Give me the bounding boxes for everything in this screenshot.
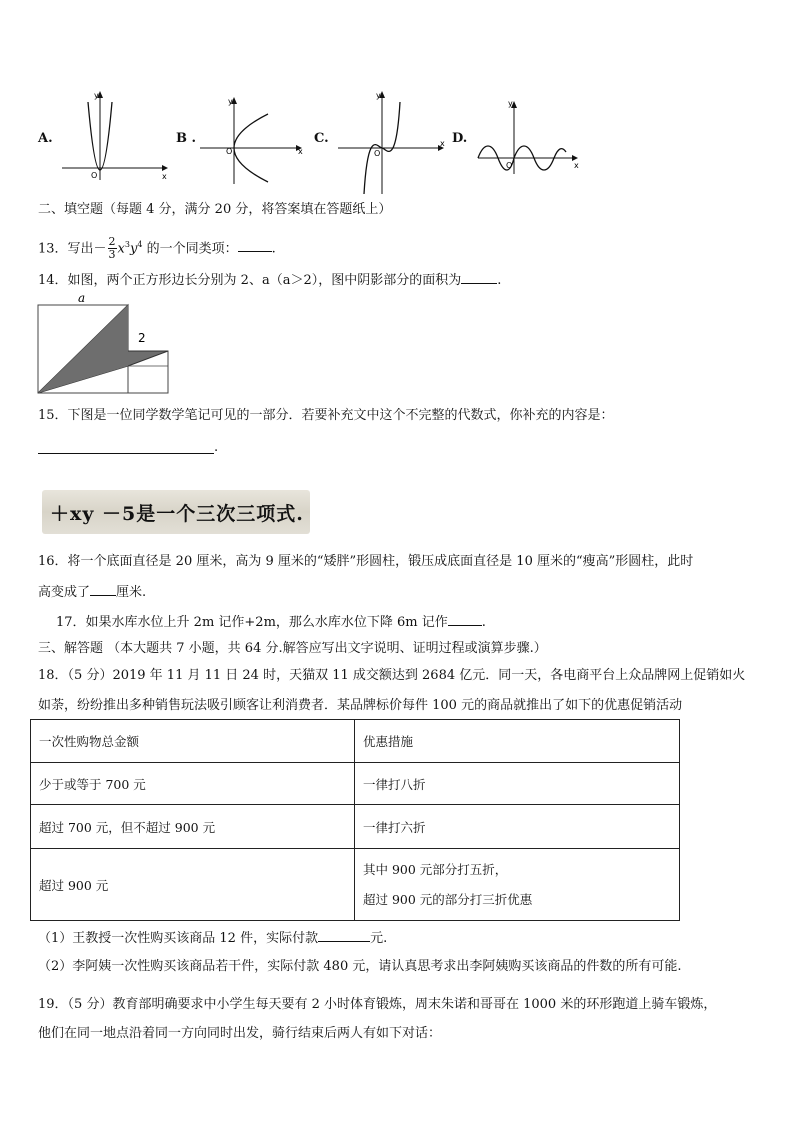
graph-b-x-label: x <box>298 147 303 156</box>
graph-c-cubic <box>334 86 450 196</box>
graph-d-x-label: x <box>574 161 579 170</box>
question-16-line1: 16．将一个底面直径是 20 厘米，高为 9 厘米的“矮胖”形圆柱，锻压成底面直径是 10 厘米的“瘦高”形圆柱，此时 <box>38 554 694 569</box>
q14-squares-figure <box>36 290 176 398</box>
q15-answer-blank[interactable] <box>38 453 214 454</box>
question-18-sub1: （1）王教授一次性购买该商品 12 件，实际付款 元. <box>38 931 388 946</box>
graph-d-origin: O <box>506 161 513 170</box>
table-header-amount: 一次性购物总金额 <box>31 720 355 763</box>
option-c-label: C. <box>314 131 329 146</box>
q14-label-2: 2 <box>138 331 146 345</box>
option-a-label: A. <box>38 131 53 146</box>
graph-c-origin: O <box>374 149 381 158</box>
q15-notebook-text: ＋xy －5是一个三次三项式. <box>50 503 304 525</box>
table-row <box>31 763 680 805</box>
q14-label-a: a <box>78 291 86 305</box>
table-cell: 一律打八折 <box>355 763 680 805</box>
question-17: 17．如果水库水位上升 2m 记作+2m，那么水库水位下降 6m 记作 . <box>56 615 486 630</box>
graph-c-x-label: x <box>440 139 445 148</box>
q13-suffix: 的一个同类项： <box>146 241 238 257</box>
graph-b-origin: O <box>226 147 233 156</box>
question-19-line2: 他们在同一地点沿着同一方向同时出发，骑行结束后两人有如下对话： <box>38 1026 442 1041</box>
graph-a-origin: O <box>91 171 98 180</box>
graph-b-y-label: y <box>228 97 233 106</box>
table-row <box>31 849 680 921</box>
graph-a-parabola <box>58 88 170 184</box>
q16-answer-blank[interactable] <box>90 583 116 596</box>
graph-d-y-label: y <box>508 99 513 108</box>
option-b-label: B . <box>176 131 197 146</box>
q15-notebook-snippet <box>42 490 310 534</box>
option-d-label: D. <box>452 131 468 146</box>
table-cell: 超过 700 元，但不超过 900 元 <box>31 805 355 849</box>
promo-table <box>30 719 680 921</box>
q17-answer-blank[interactable] <box>448 613 482 626</box>
table-cell: 少于或等于 700 元 <box>31 763 355 805</box>
table-row <box>31 720 680 763</box>
question-18-line1: 18．（5 分）2019 年 11 月 11 日 24 时，天猫双 11 成交额达到 2684 亿元．同一天，各电商平台上众品牌网上促销如火 <box>38 668 746 683</box>
question-14: 14．如图，两个正方形边长分别为 2、a（a＞2），图中阴影部分的面积为 . <box>38 273 502 288</box>
question-13: 13．写出－ $\frac{2}{3}$ $x^3y^4$ 的一个同类项： . <box>38 235 276 262</box>
table-row <box>31 805 680 849</box>
table-cell: 一律打六折 <box>355 805 680 849</box>
section3-heading: 三、解答题 （本大题共 7 小题，共 64 分.解答应写出文字说明、证明过程或演算步骤.） <box>38 641 547 656</box>
graph-c-y-label: y <box>376 91 381 100</box>
question-15: 15．下图是一位同学数学笔记可见的一部分．若要补充文中这个不完整的代数式，你补充的内容是： <box>38 408 614 423</box>
q13-fraction: $\frac{2}{3}$ <box>108 235 116 262</box>
question-19-line1: 19．（5 分）教育部明确要求中小学生每天要有 2 小时体育锻炼，周末朱诺和哥哥在 1000 米的环形跑道上骑车锻炼， <box>38 997 717 1012</box>
q13-answer-blank[interactable] <box>238 239 272 252</box>
graph-a-x-label: x <box>162 172 167 181</box>
table-header-discount: 优惠措施 <box>355 720 680 763</box>
table-cell: 超过 900 元 <box>31 849 355 921</box>
q14-text: 14．如图，两个正方形边长分别为 2、a（a＞2），图中阴影部分的面积为 <box>38 273 462 288</box>
question-18-sub2: （2）李阿姨一次性购买该商品若干件，实际付款 480 元，请认真思考求出李阿姨购买该商品的件数的所有可能. <box>38 959 682 974</box>
q14-answer-blank[interactable] <box>461 271 497 284</box>
table-cell: 其中 900 元部分打五折， 超过 900 元的部分打三折优惠 <box>355 849 680 921</box>
question-18-line2: 如荼，纷纷推出多种销售玩法吸引顾客让利消费者．某品牌标价每件 100 元的商品就推出了如下的优惠促销活动 <box>38 698 683 713</box>
section2-heading: 二、填空题（每题 4 分，满分 20 分，将答案填在答题纸上） <box>38 202 392 217</box>
graph-d-sine <box>474 96 584 176</box>
graph-a-y-label: y <box>94 91 99 100</box>
q18-sub1-answer-blank[interactable] <box>318 929 370 942</box>
graph-b-sideways-parabola <box>196 92 306 186</box>
q13-prefix: 13．写出－ <box>38 241 107 257</box>
question-16-line2: 高变成了 厘米. <box>38 585 147 600</box>
